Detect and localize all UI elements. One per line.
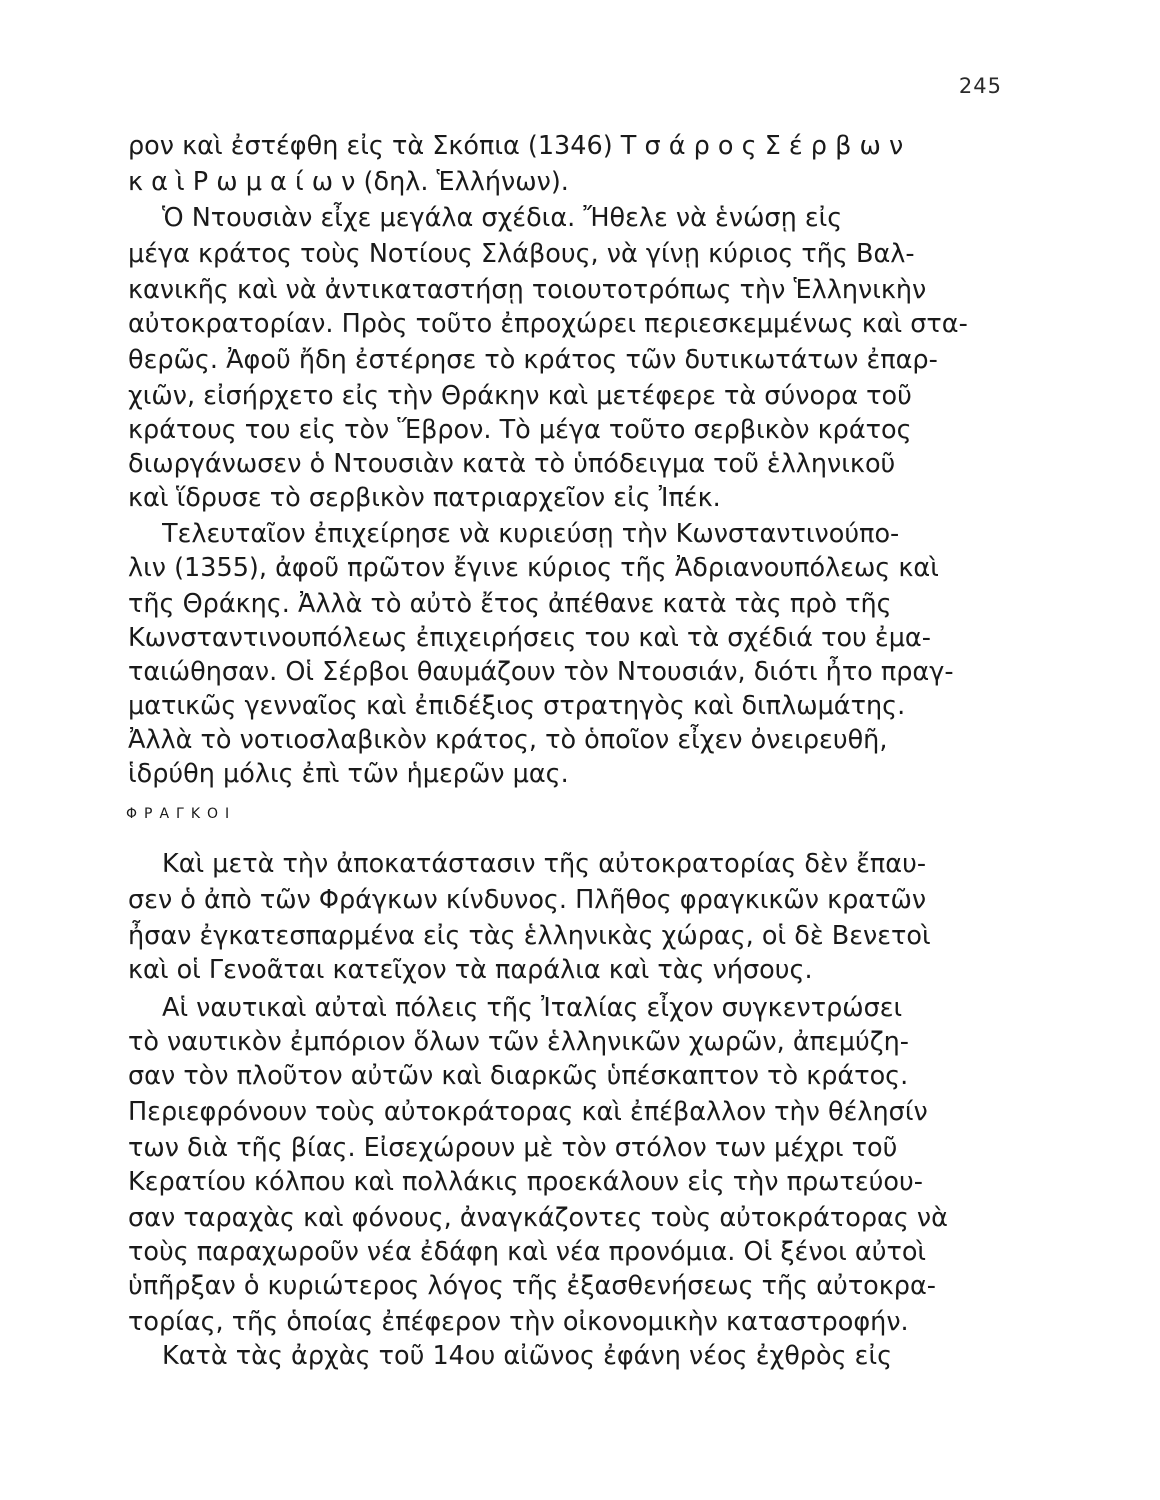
- text-line: σαν τὸν πλοῦτον αὐτῶν καὶ διαρκῶς ὑπέσκαπτον τὸ κράτος.: [128, 1061, 909, 1091]
- text-line: χιῶν, εἰσήρχετο εἰς τὴν Θράκην καὶ μετέφερε τὰ σύνορα τοῦ: [128, 381, 912, 411]
- text-line: ρον καὶ ἐστέφθη εἰς τὰ Σκόπια (1346) Τ σ ά ρ ο ς Σ έ ρ β ω ν: [128, 131, 904, 161]
- text-line: Ἀλλὰ τὸ νοτιοσλαβικὸν κράτος, τὸ ὁποῖον εἶχεν ὀνειρευθῆ,: [128, 725, 888, 755]
- text-line: θερῶς. Ἀφοῦ ἤδη ἐστέρησε τὸ κράτος τῶν δυτικωτάτων ἐπαρ-: [128, 345, 938, 375]
- text-line: τῆς Θράκης. Ἀλλὰ τὸ αὐτὸ ἔτος ἀπέθανε κατὰ τὰς πρὸ τῆς: [128, 589, 892, 619]
- text-line: Κωνσταντινουπόλεως ἐπιχειρήσεις του καὶ τὰ σχέδιά του ἐμα-: [128, 623, 931, 653]
- text-line: Τελευταῖον ἐπιχείρησε νὰ κυριεύσῃ τὴν Κωνσταντινούπο-: [162, 519, 900, 549]
- text-line: Αἱ ναυτικαὶ αὐταὶ πόλεις τῆς Ἰταλίας εἶχον συγκεντρώσει: [162, 993, 903, 1023]
- text-line: μέγα κράτος τοὺς Νοτίους Σλάβους, νὰ γίνῃ κύριος τῆς Βαλ-: [128, 239, 915, 269]
- text-line: κ α ὶ Ρ ω μ α ί ω ν (δηλ. Ἑλλήνων).: [128, 167, 569, 197]
- text-line: ἱδρύθη μόλις ἐπὶ τῶν ἡμερῶν μας.: [128, 759, 569, 789]
- text-line: τοὺς παραχωροῦν νέα ἐδάφη καὶ νέα προνόμια. Οἱ ξένοι αὐτοὶ: [128, 1237, 927, 1267]
- text-line: σεν ὁ ἀπὸ τῶν Φράγκων κίνδυνος. Πλῆθος φραγκικῶν κρατῶν: [128, 885, 927, 915]
- text-line: καὶ ἵδρυσε τὸ σερβικὸν πατριαρχεῖον εἰς Ἰπέκ.: [128, 483, 721, 513]
- text-line: των διὰ τῆς βίας. Εἰσεχώρουν μὲ τὸν στόλον των μέχρι τοῦ: [128, 1133, 898, 1163]
- text-line: καὶ οἱ Γενοᾶται κατεῖχον τὰ παράλια καὶ τὰς νήσους.: [128, 955, 813, 985]
- text-line: Κερατίου κόλπου καὶ πολλάκις προεκάλουν εἰς τὴν πρωτεύου-: [128, 1167, 923, 1197]
- text-line: σαν ταραχὰς καὶ φόνους, ἀναγκάζοντες τοὺς αὐτοκράτορας νὰ: [128, 1203, 948, 1233]
- text-line: Περιεφρόνουν τοὺς αὐτοκράτορας καὶ ἐπέβαλλον τὴν θέλησίν: [128, 1097, 928, 1127]
- text-line: Καὶ μετὰ τὴν ἀποκατάστασιν τῆς αὐτοκρατορίας δὲν ἔπαυ-: [162, 849, 927, 879]
- text-line: Ὁ Ντουσιὰν εἶχε μεγάλα σχέδια. Ἤθελε νὰ ἑνώσῃ εἰς: [162, 203, 843, 233]
- text-line: τορίας, τῆς ὁποίας ἐπέφερον τὴν οἰκονομικὴν καταστροφήν.: [128, 1307, 909, 1337]
- text-line: ἦσαν ἐγκατεσπαρμένα εἰς τὰς ἑλληνικὰς χώρας, οἱ δὲ Βενετοὶ: [128, 921, 931, 951]
- text-line: τὸ ναυτικὸν ἐμπόριον ὅλων τῶν ἑλληνικῶν χωρῶν, ἀπεμύζη-: [128, 1027, 909, 1057]
- text-line: λιν (1355), ἀφοῦ πρῶτον ἔγινε κύριος τῆς Ἀδριανουπόλεως καὶ: [128, 553, 939, 583]
- text-line: κράτους του εἰς τὸν Ἕβρον. Τὸ μέγα τοῦτο σερβικὸν κράτος: [128, 415, 912, 445]
- text-line: Κατὰ τὰς ἀρχὰς τοῦ 14ου αἰῶνος ἐφάνη νέος ἐχθρὸς εἰς: [162, 1341, 893, 1371]
- text-line: κανικῆς καὶ νὰ ἀντικαταστήσῃ τοιουτοτρόπως τὴν Ἑλληνικὴν: [128, 275, 927, 305]
- text-line: ταιώθησαν. Οἱ Σέρβοι θαυμάζουν τὸν Ντουσιάν, διότι ἦτο πραγ-: [128, 657, 954, 687]
- text-line: ὑπῆρξαν ὁ κυριώτερος λόγος τῆς ἐξασθενήσεως τῆς αὐτοκρα-: [128, 1271, 936, 1301]
- text-line: ματικῶς γενναῖος καὶ ἐπιδέξιος στρατηγὸς καὶ διπλωμάτης.: [128, 691, 906, 721]
- text-line: διωργάνωσεν ὁ Ντουσιὰν κατὰ τὸ ὑπόδειγμα τοῦ ἑλληνικοῦ: [128, 449, 896, 479]
- text-line: αὐτοκρατορίαν. Πρὸς τοῦτο ἐπροχώρει περιεσκεμμένως καὶ στα-: [128, 309, 968, 339]
- section-heading: ΦΡΑΓΚΟΙ: [126, 806, 237, 822]
- page-number: 245: [958, 74, 1002, 98]
